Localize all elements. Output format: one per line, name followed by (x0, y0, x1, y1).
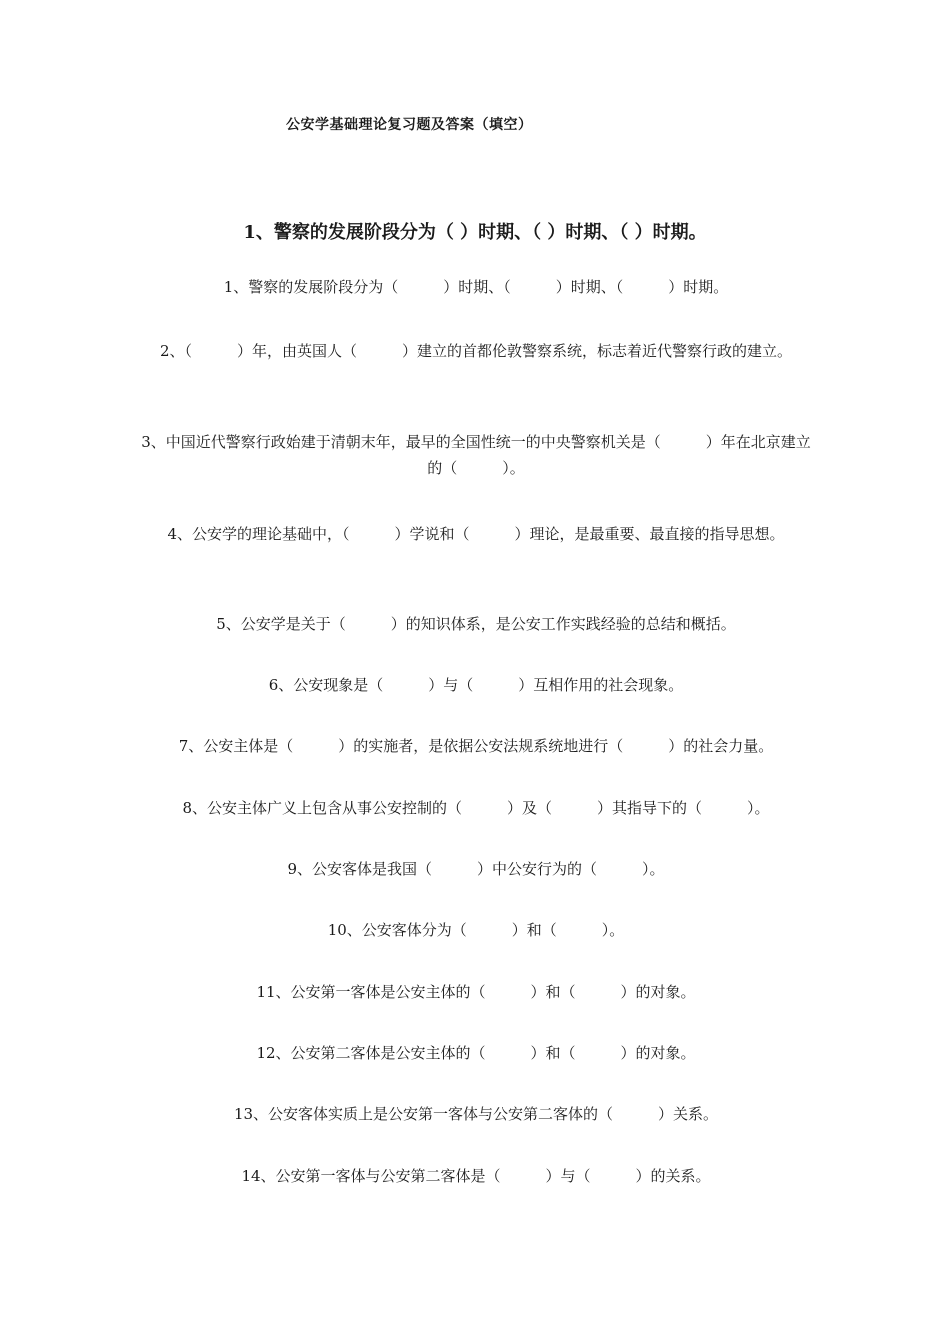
question-9: 9、公安客体是我国（ ）中公安行为的（ ）。 (287, 860, 665, 878)
question-10: 10、公安客体分为（ ）和（ ）。 (327, 921, 625, 939)
question-2: 2、（ ）年，由英国人（ ）建立的首都伦敦警察系统，标志着近代警察行政的建立。 (159, 342, 793, 360)
question-13: 13、公安客体实质上是公安第一客体与公安第二客体的（ ）关系。 (233, 1105, 719, 1123)
section-heading: 1、警察的发展阶段分为（ ）时期、（ ）时期、（ ）时期。 (243, 222, 707, 243)
question-4: 4、公安学的理论基础中，（ ）学说和（ ）理论，是最重要、最直接的指导思想。 (167, 525, 785, 543)
document-title: 公安学基础理论复习题及答案（填空） (286, 117, 533, 133)
question-12: 12、公安第二客体是公安主体的（ ）和（ ）的对象。 (256, 1044, 696, 1062)
question-8: 8、公安主体广义上包含从事公安控制的（ ）及（ ）其指导下的（ ）。 (182, 799, 770, 817)
question-11: 11、公安第一客体是公安主体的（ ）和（ ）的对象。 (256, 983, 696, 1001)
question-14: 14、公安第一客体与公安第二客体是（ ）与（ ）的关系。 (241, 1167, 711, 1185)
question-5: 5、公安学是关于（ ）的知识体系，是公安工作实践经验的总结和概括。 (216, 615, 736, 633)
question-1: 1、警察的发展阶段分为（ ）时期、（ ）时期、（ ）时期。 (223, 278, 729, 296)
question-3: 3、中国近代警察行政始建于清朝末年，最早的全国性统一的中央警察机关是（ ）年在北京建立的（ ）。 (141, 433, 811, 477)
question-6: 6、公安现象是（ ）与（ ）互相作用的社会现象。 (268, 676, 684, 694)
question-7: 7、公安主体是（ ）的实施者，是依据公安法规系统地进行（ ）的社会力量。 (178, 737, 774, 755)
